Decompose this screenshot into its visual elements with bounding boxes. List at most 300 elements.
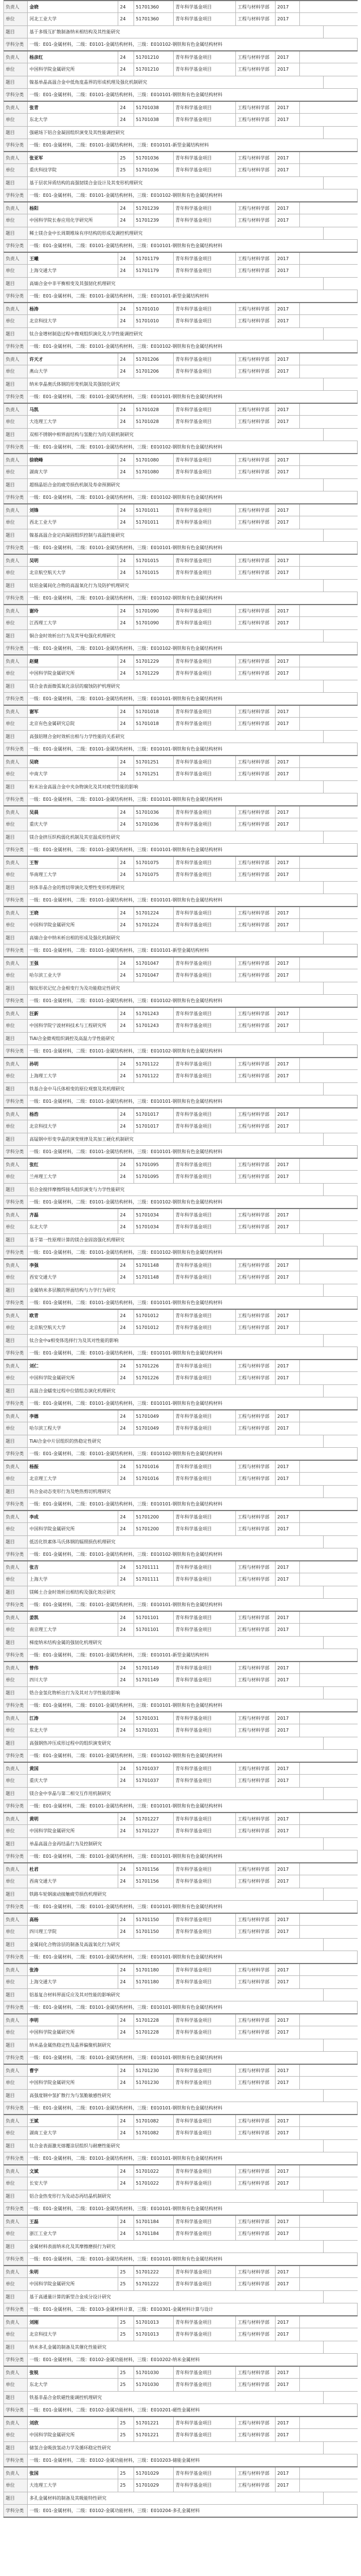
record-row-title <box>3 1837 358 1850</box>
title-header: 题目 <box>4 1083 28 1095</box>
record-row-org <box>3 214 358 226</box>
project-type-value-repeat: 青年科学基金项目 <box>174 2026 236 2038</box>
year-value-repeat: 2017 <box>276 2077 300 2089</box>
amount-value-repeat: 24 <box>118 1825 134 1837</box>
project-type-value-repeat: 青年科学基金项目 <box>174 667 236 679</box>
code-value-repeat: 51701015 <box>134 567 174 579</box>
code-value: 51701022 <box>134 2165 174 2177</box>
division-value-repeat: 工程与材料学部 <box>236 1976 276 1988</box>
org-value: 东北大学 <box>28 2379 118 2391</box>
record-row-org <box>3 1573 358 1585</box>
code-value-repeat: 51701016 <box>134 1473 174 1485</box>
title-value: 储氢合金吸放氢动力学及循环稳定性研究 <box>28 2442 324 2454</box>
category-value: 一级：E01-金属材料，二级：E0101-金属结构材料，三级：E010101-钢铁和有色金属结构材料 <box>28 1347 358 1359</box>
leader-value: 刘刚 <box>28 2316 118 2328</box>
record-row-category <box>3 2504 358 2517</box>
title-header: 题目 <box>4 580 28 592</box>
year-value: 2017 <box>276 2014 300 2026</box>
code-value: 51701149 <box>134 1662 174 1673</box>
project-type-value: 青年科学基金项目 <box>174 504 236 516</box>
record-row-category <box>3 1699 358 1711</box>
project-type-value-repeat: 青年科学基金项目 <box>174 1724 236 1736</box>
year-value-repeat: 2017 <box>276 214 300 226</box>
category-header: 学科分类 <box>4 1146 28 1158</box>
code-value: 51701243 <box>134 1008 174 1019</box>
record-row-org <box>3 1673 358 1686</box>
category-header: 学科分类 <box>4 1901 28 1913</box>
project-type-value-repeat: 青年科学基金项目 <box>174 2429 236 2441</box>
project-type-value: 青年科学基金项目 <box>174 1662 236 1673</box>
project-record <box>3 2215 358 2265</box>
org-header: 单位 <box>4 617 28 629</box>
code-value-repeat: 51701028 <box>134 416 174 428</box>
category-value: 一级：E01-金属材料，二级：E0101-金属结构材料，三级：E010101-钢铁和有色金属结构材料 <box>28 1095 358 1107</box>
amount-value: 24 <box>118 1310 134 1321</box>
project-type-value: 青年科学基金项目 <box>174 102 236 113</box>
leader-value: 王强 <box>28 957 118 969</box>
record-row-org <box>3 314 358 327</box>
project-type-value: 青年科学基金项目 <box>174 1360 236 1371</box>
record-row-leader <box>3 1359 358 1371</box>
record-row-title <box>3 277 358 290</box>
category-value: 一级：E01-金属材料，二级：E0101-金属结构材料，三级：E010101-钢铁和有色金属结构材料 <box>28 2052 358 2064</box>
project-type-value-repeat: 青年科学基金项目 <box>174 1070 236 1082</box>
title-header: 题目 <box>4 1284 28 1296</box>
leader-header: 负责人 <box>4 1712 28 1724</box>
org-value: 河北工业大学 <box>28 13 118 25</box>
code-value-repeat: 51701018 <box>134 718 174 730</box>
record-row-category <box>3 2051 358 2064</box>
record-row-category <box>3 743 358 755</box>
division-value: 工程与材料学部 <box>236 202 276 214</box>
division-value-repeat: 工程与材料学部 <box>236 1372 276 1384</box>
project-type-value: 青年科学基金项目 <box>174 454 236 465</box>
year-value-repeat: 2017 <box>276 1473 300 1485</box>
title-value: 基于第一性原理计算的镁合金固溶强化机理研究 <box>28 1234 324 1246</box>
title-header: 题目 <box>4 529 28 541</box>
leader-value: 文斌 <box>28 2165 118 2177</box>
project-record <box>3 1107 358 1158</box>
year-value-repeat: 2017 <box>276 567 300 579</box>
leader-value: 金晓 <box>28 1 118 12</box>
leader-header: 负责人 <box>4 1964 28 1975</box>
org-header: 单位 <box>4 2026 28 2038</box>
code-value-repeat: 51701229 <box>134 667 174 679</box>
year-value-repeat: 2017 <box>276 1120 300 1132</box>
division-value: 工程与材料学部 <box>236 1511 276 1522</box>
code-value: 51701200 <box>134 1511 174 1522</box>
leader-value: 刘仁 <box>28 1360 118 1371</box>
amount-value: 24 <box>118 2216 134 2227</box>
project-type-value-repeat: 青年科学基金项目 <box>174 1372 236 1384</box>
title-value: 纳米孪晶奥氏体钢的形变机制及其强韧化研究 <box>28 378 324 390</box>
code-value: 51701224 <box>134 907 174 918</box>
project-type-value: 青年科学基金项目 <box>174 2115 236 2126</box>
title-value: 单晶高温合金再结晶行为及控制研究 <box>28 1838 324 1850</box>
record-row-org <box>3 1875 358 1887</box>
amount-value: 24 <box>118 303 134 314</box>
org-value: 大连理工大学 <box>28 2479 118 2491</box>
division-value-repeat: 工程与材料学部 <box>236 63 276 75</box>
leader-value: 李强 <box>28 1259 118 1271</box>
year-value: 2017 <box>276 1813 300 1824</box>
year-value-repeat: 2017 <box>276 1070 300 1082</box>
record-row-title <box>3 2240 358 2253</box>
year-value-repeat: 2017 <box>276 63 300 75</box>
project-record <box>3 503 358 554</box>
record-row-leader <box>3 302 358 314</box>
org-header: 单位 <box>4 1875 28 1887</box>
title-header: 题目 <box>4 2392 28 2404</box>
category-header: 学科分类 <box>4 1800 28 1812</box>
title-value: 基于层状异质结构的高强韧镁合金设计及其变形机理研究 <box>28 177 324 189</box>
category-value: 一级：E01-金属材料，二级：E0101-金属结构材料，三级：E010102-钢铁和有色金属结构材料 <box>28 995 358 1007</box>
org-value: 中国科学院金属研究所 <box>28 2077 118 2089</box>
year-value-repeat: 2017 <box>276 2177 300 2189</box>
record-row-title <box>3 478 358 491</box>
record-row-leader <box>3 604 358 616</box>
record-row-leader <box>3 1208 358 1220</box>
record-row-leader <box>3 2315 358 2328</box>
record-row-leader <box>3 2466 358 2479</box>
project-type-value: 青年科学基金项目 <box>174 51 236 63</box>
year-value-repeat: 2017 <box>276 1825 300 1837</box>
year-value-repeat: 2017 <box>276 2429 300 2441</box>
record-row-org <box>3 465 358 478</box>
title-value: 纳米多孔金属的制备及其催化性能研究 <box>28 2341 324 2353</box>
project-record <box>3 554 358 604</box>
code-value: 51701360 <box>134 1 174 12</box>
amount-value: 24 <box>118 605 134 616</box>
category-value: 一级：E01-金属材料，二级：E0101-金属结构材料，三级：E010101-钢铁和有色金属结构材料 <box>28 391 358 403</box>
division-value: 工程与材料学部 <box>236 2216 276 2227</box>
leader-value: 黄国 <box>28 1763 118 1774</box>
leader-value: 杨阳 <box>28 202 118 214</box>
project-type-value-repeat: 青年科学基金项目 <box>174 1422 236 1434</box>
division-value-repeat: 工程与材料学部 <box>236 1120 276 1132</box>
record-row-title <box>3 2139 358 2152</box>
project-record <box>3 2315 358 2366</box>
code-value-repeat: 51701239 <box>134 214 174 226</box>
record-row-category <box>3 2152 358 2164</box>
project-record <box>3 755 358 805</box>
year-value: 2017 <box>276 1209 300 1220</box>
amount-value: 24 <box>118 1058 134 1069</box>
org-value: 中国科学院金属研究所 <box>28 919 118 931</box>
record-row-org <box>3 2026 358 2038</box>
title-value: 镍钛形状记忆合金相变行为及功能稳定性研究 <box>28 982 324 994</box>
record-row-category <box>3 1045 358 1057</box>
project-record <box>3 151 358 201</box>
org-value: 哈尔滨工业大学 <box>28 969 118 981</box>
code-value: 51701090 <box>134 605 174 616</box>
year-value-repeat: 2017 <box>276 2479 300 2491</box>
category-value: 一级：E01-金属材料，二级：E0101-金属结构材料，三级：E010102-钢铁和有色金属结构材料 <box>28 1448 358 1460</box>
year-value-repeat: 2017 <box>276 1724 300 1736</box>
project-record <box>3 2416 358 2466</box>
org-value: 中国科学院金属研究所 <box>28 1825 118 1837</box>
year-value: 2017 <box>276 504 300 516</box>
record-row-leader <box>3 1107 358 1120</box>
code-value: 51701239 <box>134 202 174 214</box>
project-type-value: 青年科学基金项目 <box>174 1863 236 1875</box>
division-value-repeat: 工程与材料学部 <box>236 919 276 931</box>
code-value-repeat: 51701210 <box>134 63 174 75</box>
record-row-org <box>3 2479 358 2491</box>
amount-value-repeat: 24 <box>118 416 134 428</box>
project-type-value: 青年科学基金项目 <box>174 2065 236 2076</box>
year-value: 2017 <box>276 756 300 767</box>
category-value: 一级：E01-金属材料，二级：E0101-金属结构材料，三级：E010101-钢铁和有色金属结构材料 <box>28 2253 358 2265</box>
year-value: 2017 <box>276 1964 300 1975</box>
category-header: 学科分类 <box>4 1850 28 1862</box>
year-value: 2017 <box>276 706 300 717</box>
title-value: 钛合金表面激光熔覆涂层组织与耐磨性能研究 <box>28 2140 324 2152</box>
org-header: 单位 <box>4 1221 28 1233</box>
leader-value: 张涛 <box>28 1964 118 1975</box>
org-value: 重庆大学 <box>28 1775 118 1787</box>
title-value: 钨合金动态变形行为及绝热剪切机理研究 <box>28 1486 324 1498</box>
category-value: 一级：E01-金属材料，二级：E0101-金属结构材料，三级：E010101-钢铁和有色金属结构材料 <box>28 1297 358 1309</box>
code-value-repeat: 51701180 <box>134 1976 174 1988</box>
record-row-category <box>3 1951 358 1963</box>
division-value-repeat: 工程与材料学部 <box>236 1775 276 1787</box>
division-value: 工程与材料学部 <box>236 1662 276 1673</box>
record-row-leader <box>3 1158 358 1170</box>
record-row-category <box>3 2454 358 2466</box>
year-value: 2017 <box>276 2367 300 2378</box>
project-type-value-repeat: 青年科学基金项目 <box>174 214 236 226</box>
project-record <box>3 352 358 403</box>
amount-value-repeat: 24 <box>118 1976 134 1988</box>
leader-header: 负责人 <box>4 1058 28 1069</box>
amount-value-repeat: 24 <box>118 1724 134 1736</box>
project-type-value-repeat: 青年科学基金项目 <box>174 2278 236 2290</box>
org-header: 单位 <box>4 2479 28 2491</box>
amount-value: 24 <box>118 1863 134 1875</box>
record-row-title <box>3 2290 358 2303</box>
category-header: 学科分类 <box>4 1297 28 1309</box>
leader-header: 负责人 <box>4 2065 28 2076</box>
code-value: 51701122 <box>134 1058 174 1069</box>
category-value: 一级：E01-金属材料，二级：E0101-金属结构材料，三级：E010101-钢铁和有色金属结构材料 <box>28 542 358 554</box>
year-value-repeat: 2017 <box>276 1221 300 1233</box>
leader-header: 负责人 <box>4 1259 28 1271</box>
leader-header: 负责人 <box>4 152 28 163</box>
code-value-repeat: 51701226 <box>134 1372 174 1384</box>
category-value: 一级：E01-金属材料，二级：E0101-金属结构材料，三级：E010101-钢铁和有色金属结构材料 <box>28 1901 358 1913</box>
code-value-repeat: 51701011 <box>134 516 174 528</box>
leader-header: 负责人 <box>4 353 28 365</box>
org-header: 单位 <box>4 1271 28 1283</box>
record-row-leader <box>3 2366 358 2378</box>
title-value: 钛铝金属间化合物的高温氧化行为及防护机理研究 <box>28 580 324 592</box>
leader-header: 负责人 <box>4 454 28 465</box>
record-row-category <box>3 2202 358 2215</box>
record-row-org <box>3 1724 358 1736</box>
record-row-org <box>3 2227 358 2240</box>
leader-value: 曾伟 <box>28 1662 118 1673</box>
code-value-repeat: 51701150 <box>134 1926 174 1938</box>
record-row-title <box>3 831 358 843</box>
title-header: 题目 <box>4 2341 28 2353</box>
org-header: 单位 <box>4 1171 28 1183</box>
leader-header: 负责人 <box>4 1 28 12</box>
amount-value-repeat: 24 <box>118 768 134 780</box>
title-value: 铁基非晶合金软磁性能调控机理研究 <box>28 2392 324 2404</box>
org-value: 西南交通大学 <box>28 1875 118 1887</box>
amount-value-repeat: 24 <box>118 1070 134 1082</box>
code-value: 51701018 <box>134 706 174 717</box>
project-type-value: 青年科学基金项目 <box>174 1561 236 1573</box>
year-value: 2017 <box>276 1310 300 1321</box>
code-value-repeat: 51701206 <box>134 365 174 377</box>
category-value: 一级：E01-金属材料，二级：E0101-金属结构材料，三级：E010102-钢铁和有色金属结构材料 <box>28 441 358 453</box>
amount-value-repeat: 25 <box>118 2328 134 2340</box>
record-row-org <box>3 616 358 629</box>
title-value: 铁路车轮钢滚动接触疲劳损伤机理研究 <box>28 1888 324 1900</box>
code-value-repeat: 51701251 <box>134 768 174 780</box>
division-value-repeat: 工程与材料学部 <box>236 2328 276 2340</box>
year-value: 2017 <box>276 1159 300 1170</box>
amount-value: 24 <box>118 756 134 767</box>
title-value: 超细晶铝合金的疲劳损伤机制及寿命预测研究 <box>28 479 324 491</box>
project-record <box>3 50 358 101</box>
project-type-value-repeat: 青年科学基金项目 <box>174 1775 236 1787</box>
code-value-repeat: 51701034 <box>134 1221 174 1233</box>
record-row-leader <box>3 956 358 969</box>
category-value: 一级：E01-金属材料，二级：E0101-金属结构材料，三级：E010102-钢铁和有色金属结构材料 <box>28 1045 358 1057</box>
category-header: 学科分类 <box>4 2253 28 2265</box>
project-type-value-repeat: 青年科学基金项目 <box>174 1875 236 1887</box>
project-type-value: 青年科学基金项目 <box>174 1209 236 1220</box>
category-value: 一级：E01-金属材料，二级：E0101-金属结构材料，三级：E010101-钢铁和有色金属结构材料 <box>28 2001 358 2013</box>
org-header: 单位 <box>4 416 28 428</box>
project-type-value-repeat: 青年科学基金项目 <box>174 416 236 428</box>
leader-value: 王斌 <box>28 2115 118 2126</box>
record-row-title <box>3 2039 358 2051</box>
record-row-category <box>3 843 358 856</box>
amount-value-repeat: 24 <box>118 63 134 75</box>
year-value-repeat: 2017 <box>276 2228 300 2240</box>
category-header: 学科分类 <box>4 2505 28 2517</box>
record-row-org <box>3 12 358 25</box>
category-value: 一级：E01-金属材料，二级：E0101-金属结构材料，三级：E010101-钢铁和有色金属结构材料 <box>28 1146 358 1158</box>
project-type-value: 青年科学基金项目 <box>174 152 236 163</box>
record-row-category <box>3 1397 358 1409</box>
project-type-value: 青年科学基金项目 <box>174 1612 236 1623</box>
project-type-value-repeat: 青年科学基金项目 <box>174 1120 236 1132</box>
code-value-repeat: 51701017 <box>134 1120 174 1132</box>
record-row-leader <box>3 654 358 667</box>
code-value: 51701031 <box>134 1712 174 1724</box>
year-value: 2017 <box>276 907 300 918</box>
division-value-repeat: 工程与材料学部 <box>236 214 276 226</box>
category-value: 一级：E01-金属材料，二级：E0101-金属结构材料，三级：E010101-钢铁和有色金属结构材料 <box>28 240 358 252</box>
org-value: 燕山大学 <box>28 365 118 377</box>
org-header: 单位 <box>4 516 28 528</box>
amount-value-repeat: 24 <box>118 1221 134 1233</box>
org-header: 单位 <box>4 2228 28 2240</box>
title-value: 高强钢热冲压成形过程中的组织演变研究 <box>28 1737 324 1749</box>
project-type-value: 青年科学基金项目 <box>174 806 236 818</box>
division-value-repeat: 工程与材料学部 <box>236 1473 276 1485</box>
title-header: 题目 <box>4 1435 28 1447</box>
title-value: 高强度钢中氢扩散行为与氢脆敏感性研究 <box>28 2090 324 2102</box>
project-record <box>3 1510 358 1560</box>
title-value: 纳米晶金属热稳定性及晶界偏聚机制研究 <box>28 2039 324 2051</box>
code-value-repeat: 51701148 <box>134 1271 174 1283</box>
leader-value: 李德 <box>28 1410 118 1422</box>
leader-header: 负责人 <box>4 2266 28 2277</box>
project-type-value: 青年科学基金项目 <box>174 1058 236 1069</box>
org-header: 单位 <box>4 2077 28 2089</box>
code-value: 51701012 <box>134 1310 174 1321</box>
title-value: 锆合金氢化物析出行为及其对力学性能的影响 <box>28 1687 324 1699</box>
org-value: 中国科学院金属研究所 <box>28 2429 118 2441</box>
table-bottom-rule <box>3 2517 358 2518</box>
record-row-leader <box>3 101 358 113</box>
title-header: 题目 <box>4 731 28 743</box>
amount-value-repeat: 24 <box>118 1674 134 1686</box>
division-value-repeat: 工程与材料学部 <box>236 114 276 126</box>
title-header: 题目 <box>4 932 28 944</box>
title-value: 低活化铁素体马氏体钢的辐照损伤机理研究 <box>28 1536 324 1548</box>
record-row-category <box>3 642 358 654</box>
project-record <box>3 2064 358 2114</box>
record-row-leader <box>3 1460 358 1472</box>
division-value: 工程与材料学部 <box>236 1763 276 1774</box>
amount-value: 24 <box>118 1360 134 1371</box>
division-value-repeat: 工程与材料学部 <box>236 416 276 428</box>
year-value: 2017 <box>276 1863 300 1875</box>
org-value: 江西理工大学 <box>28 617 118 629</box>
record-row-org <box>3 1019 358 1032</box>
code-value: 51701221 <box>134 2417 174 2428</box>
code-value-repeat: 51701036 <box>134 818 174 830</box>
division-value: 工程与材料学部 <box>236 655 276 667</box>
leader-value: 刘锋 <box>28 504 118 516</box>
division-value: 工程与材料学部 <box>236 1159 276 1170</box>
year-value-repeat: 2017 <box>276 2127 300 2139</box>
project-record <box>3 1359 358 1409</box>
record-row-title <box>3 1334 358 1347</box>
record-row-category <box>3 2404 358 2416</box>
amount-value-repeat: 24 <box>118 2026 134 2038</box>
title-value: 铝基复合材料界面反应及其对性能的影响研究 <box>28 1989 324 2001</box>
division-value-repeat: 工程与材料学部 <box>236 718 276 730</box>
org-header: 单位 <box>4 2127 28 2139</box>
title-header: 题目 <box>4 680 28 692</box>
project-type-value: 青年科学基金项目 <box>174 2266 236 2277</box>
project-type-value-repeat: 青年科学基金项目 <box>174 1171 236 1183</box>
record-row-leader <box>3 252 358 264</box>
year-value-repeat: 2017 <box>276 617 300 629</box>
year-value: 2017 <box>276 957 300 969</box>
leader-header: 负责人 <box>4 1461 28 1472</box>
project-record <box>3 1661 358 1711</box>
record-row-title <box>3 1435 358 1447</box>
category-header: 学科分类 <box>4 2052 28 2064</box>
leader-header: 负责人 <box>4 1410 28 1422</box>
record-row-category <box>3 1447 358 1460</box>
category-header: 学科分类 <box>4 1599 28 1611</box>
code-value-repeat: 51701075 <box>134 869 174 881</box>
org-value: 长安大学 <box>28 2177 118 2189</box>
code-value-repeat: 51701230 <box>134 2077 174 2089</box>
org-header: 单位 <box>4 1825 28 1837</box>
project-record <box>3 1057 358 1107</box>
